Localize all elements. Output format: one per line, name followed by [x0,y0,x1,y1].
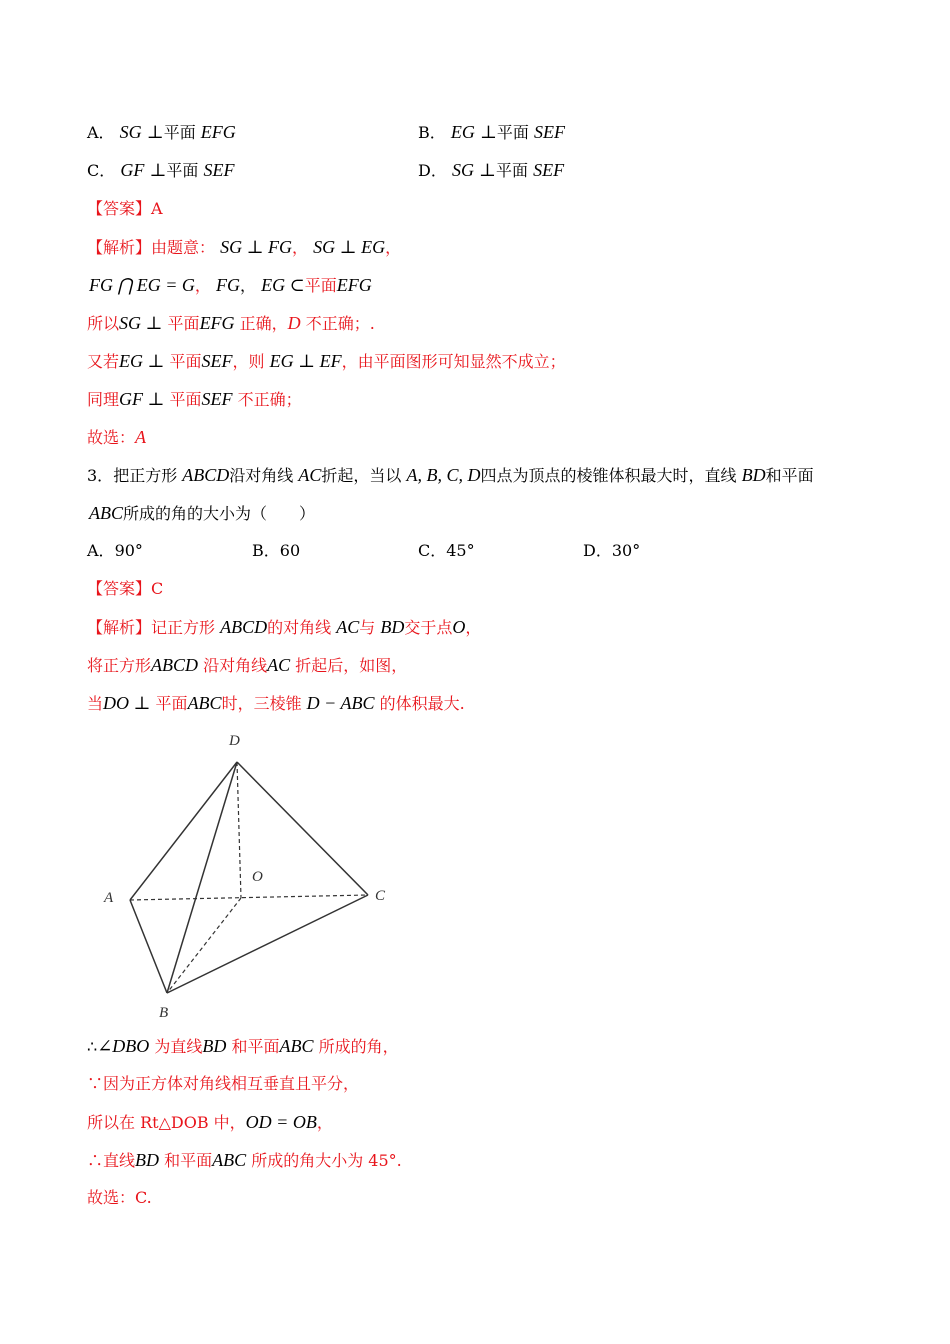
label-b: B [159,1005,169,1020]
q2-solution-line-3: 所以SG ⊥ 平面EFG 正确，D 不正确；. [87,313,375,333]
q3-solution-line-1: 【解析】记正方形 ABCD的对角线 AC与 BD交于点O， [87,617,482,637]
q3-answer: 【答案】C [87,579,164,598]
edge-db [167,762,237,993]
q3-solution-line-8: 故选：C. [87,1188,152,1207]
q3-solution-line-2: 将正方形ABCD 沿对角线AC 折起后，如图， [87,655,408,675]
q2-option-a: A． SG ⊥平面 EFG [87,122,236,142]
q3-option-a: A．90° [87,541,143,560]
q3-option-b: B．60 [252,541,301,560]
label-d: D [229,733,240,749]
label-c: C [375,888,386,904]
segment-ob-dashed [167,898,241,993]
q2-solution-line-1: 【解析】由题意： SG ⊥ FG， SG ⊥ EG， [87,237,402,257]
segment-do-dashed [237,762,241,898]
q3-solution-line-6: 所以在 Rt△DOB 中，OD = OB， [87,1112,333,1132]
q3-stem-line-2: ABC所成的角的大小为（ ） [89,503,316,523]
label-a: A [104,890,114,906]
q3-solution-line-3: 当DO ⊥ 平面ABC时，三棱锥 D − ABC 的体积最大. [87,693,465,713]
q2-solution-line-4: 又若EG ⊥ 平面SEF，则 EG ⊥ EF，由平面图形可知显然不成立； [87,351,566,371]
q2-answer: 【答案】A [87,199,163,218]
edge-bc [167,895,368,993]
edge-ac-dashed [130,895,368,900]
edge-da [130,762,237,900]
q3-option-d: D．30° [583,541,641,560]
q3-stem-line-1: 3．把正方形 ABCD沿对角线 AC折起，当以 A, B, C, D四点为顶点的棱锥体积最大时，直线 BD和平面 [87,465,814,485]
q2-solution-line-2: FG ⋂ EG = G， FG， EG ⊂平面EFG [89,275,372,295]
q2-solution-line-5: 同理GF ⊥ 平面SEF 不正确； [87,389,302,409]
q2-option-d: D． SG ⊥平面 SEF [418,160,565,180]
q3-solution-line-4: ∴∠DBO 为直线BD 和平面ABC 所成的角， [87,1036,399,1056]
q2-solution-line-6: 故选：A [87,427,147,447]
q2-option-c: C． GF ⊥平面 SEF [87,160,235,180]
q3-solution-line-5: ∵因为正方体对角线相互垂直且平分， [87,1074,360,1093]
edge-ab [130,900,167,993]
q3-solution-line-7: ∴直线BD 和平面ABC 所成的角大小为 45°. [87,1150,402,1170]
pyramid-diagram [95,728,395,1020]
label-o: O [252,869,263,885]
q3-option-c: C．45° [418,541,475,560]
q2-option-b: B． EG ⊥平面 SEF [418,122,565,142]
